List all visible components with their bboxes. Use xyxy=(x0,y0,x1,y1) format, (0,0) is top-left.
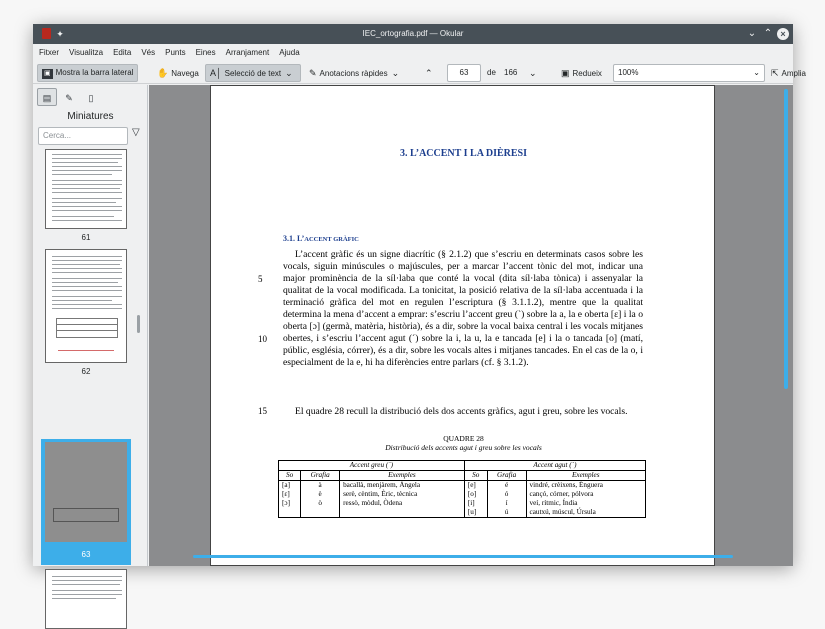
maximize-icon[interactable]: ⌃ xyxy=(763,28,773,39)
minimize-icon[interactable]: ⌄ xyxy=(747,28,757,39)
line-number: 5 xyxy=(258,274,263,284)
sidebar-tabs xyxy=(37,88,103,106)
table-group-header: Accent agut (´) xyxy=(464,461,645,471)
document-viewer[interactable] xyxy=(149,85,793,566)
image-icon: ▤ xyxy=(42,93,52,103)
fit-button[interactable]: ▣ Redueix xyxy=(557,64,606,82)
menu-ves[interactable]: Vés xyxy=(141,48,156,57)
menu-fitxer[interactable]: Fitxer xyxy=(39,48,59,57)
table-col-header: Grafia xyxy=(301,471,340,481)
chevron-up-icon: ⌃ xyxy=(425,68,433,78)
section-heading: 3.1. L’ACCENT GRÀFIC xyxy=(283,234,359,243)
bookmarks-tab[interactable] xyxy=(81,88,101,106)
quadre-caption: Distribució dels accents agut i greu sobre les vocals xyxy=(385,443,542,452)
table-group-header: Accent greu (`) xyxy=(279,461,465,471)
table-col-header: Exemples xyxy=(526,471,645,481)
thumbnail-label-63: 63 xyxy=(81,550,91,559)
hand-icon: ✋ xyxy=(157,68,169,78)
thumbnail-page-62[interactable] xyxy=(45,249,127,363)
page-of-label: de xyxy=(487,68,496,77)
fit-width-icon: ⇱ xyxy=(771,68,779,78)
thumbnail-list[interactable] xyxy=(33,149,145,566)
quadre-title: QUADRE 28 xyxy=(443,434,484,443)
chevron-down-icon: ⌄ xyxy=(529,68,537,78)
okular-window xyxy=(33,24,806,566)
paragraph-1: L’accent gràfic és un signe diacrític (§ 2.1.2) que s’escriu en determinats casos sobre les vocals, siguin minúscules o majúscules, per a marcar l’accent tònic del mot, indicar una major prominència de la síl·laba que conté la vocal (dita síl·laba tònica) i assenyalar la qualitat de la vocal modificada. La tonicitat, la posició relativa de la síl·laba accentuada i la terminació gràfica del mot en regulen l’escriptura (§ 3.1.1.2), mentre que la qualitat determina la mena d’accent a emprar: s’escriu l’accent greu (`) sobre la a, la e oberta [ɛ] i la o oberta [ɔ] (germà, matèria, història), és a dir, sobre la vocal baixa central i les vocals mitjanes obertes, i s’escriu l’accent agut (´) sobre la i, la u, la e tancada [e] i la o tancada [o] (matí, públic, església, córrer), és a dir, sobre les vocals altes i mitjanes tancades. En el cas de la o, i especialment de la e, hi ha diferències entre parlars (cf. § 3.1.2). xyxy=(283,249,643,368)
pen-icon: ✎ xyxy=(65,93,73,103)
sidebar-icon: ▣ xyxy=(44,70,51,77)
table-col-header: Grafia xyxy=(487,471,526,481)
table-col-header: So xyxy=(279,471,301,481)
page-total-label: 166 xyxy=(504,68,518,77)
titlebar xyxy=(33,24,793,44)
viewer-horizontal-scrollbar[interactable] xyxy=(193,555,733,558)
thumbnail-search-input[interactable]: Cerca... xyxy=(38,127,128,145)
viewer-vertical-scrollbar[interactable] xyxy=(784,89,788,389)
show-sidebar-button[interactable]: ▣ Mostra la barra lateral xyxy=(37,64,138,82)
text-selection-button[interactable]: A│ Selecció de text ⌄ xyxy=(205,64,301,82)
sidebar xyxy=(33,85,148,566)
browse-button[interactable]: ✋ Navega xyxy=(153,64,203,82)
table-cell: bacallà, menjàrem, Àngela serè, cèntim, Èric, tècnica ressò, mòdul, Òdena xyxy=(340,481,465,518)
quadre-heading xyxy=(211,434,716,452)
sidebar-title: Miniatures xyxy=(67,111,114,122)
table-cell: vindré, crèixens, Énguera cançó, córner, pólvora veí, rítmic, Índia cautxú, múscul, Úrsula xyxy=(526,481,645,518)
chevron-down-icon: ⌄ xyxy=(391,68,400,78)
window-title: IEC_ortografia.pdf — Okular xyxy=(362,29,464,38)
thumbnail-page-61[interactable] xyxy=(45,149,127,229)
zoom-fit-icon: ▣ xyxy=(561,68,570,78)
thumbnails-tab[interactable] xyxy=(37,88,57,106)
table-col-header: So xyxy=(464,471,487,481)
table-cell: [a] [ɛ] [ɔ] xyxy=(279,481,301,518)
menu-edita[interactable]: Edita xyxy=(113,48,132,57)
text-cursor-icon: A│ xyxy=(210,68,222,78)
table-cell: é ó í ú xyxy=(487,481,526,518)
fit-width-button[interactable]: ⇱ Amplia xyxy=(767,64,810,82)
thumbnail-label-61: 61 xyxy=(81,233,91,242)
thumbnail-page-63-selected[interactable] xyxy=(41,439,131,565)
line-number: 10 xyxy=(258,334,267,344)
chevron-down-icon: ⌄ xyxy=(753,68,760,77)
menu-arranjament[interactable]: Arranjament xyxy=(225,48,270,57)
table-cell: à è ò xyxy=(301,481,340,518)
next-page-button[interactable] xyxy=(525,64,544,82)
filter-icon[interactable]: ▽ xyxy=(132,127,140,138)
menu-ajuda[interactable]: Ajuda xyxy=(279,48,300,57)
menu-eines[interactable]: Eines xyxy=(195,48,216,57)
table-cell: [e] [o] [i] [u] xyxy=(464,481,487,518)
zoom-select[interactable]: 100% ⌄ xyxy=(613,64,765,82)
menubar xyxy=(33,44,793,62)
thumbnail-label-62: 62 xyxy=(81,367,91,376)
previous-page-button[interactable] xyxy=(421,64,440,82)
main-toolbar xyxy=(33,62,806,84)
chapter-title: 3. L’ACCENT I LA DIÈRESI xyxy=(400,148,527,159)
menu-punts[interactable]: Punts xyxy=(165,48,186,57)
chevron-down-icon: ⌄ xyxy=(285,68,293,78)
quick-annotations-button[interactable]: ✎ Anotacions ràpides ⌄ xyxy=(305,64,406,82)
page-number-input[interactable]: 63 xyxy=(447,64,481,82)
pen-icon: ✎ xyxy=(309,68,317,78)
annotations-tab[interactable] xyxy=(59,88,79,106)
paragraph-2: El quadre 28 recull la distribució dels dos accents gràfics, agut i greu, sobre les vocals. xyxy=(295,406,628,417)
bookmark-icon: ▯ xyxy=(88,93,94,103)
pdf-page xyxy=(210,85,715,566)
pin-icon[interactable]: ✦ xyxy=(56,29,64,39)
menu-visualitza[interactable]: Visualitza xyxy=(69,48,104,57)
close-icon[interactable]: × xyxy=(777,28,789,40)
thumbnail-page-64[interactable] xyxy=(45,569,127,629)
accent-table xyxy=(278,460,646,518)
sidebar-scrollbar[interactable] xyxy=(137,315,140,333)
line-number: 15 xyxy=(258,406,267,416)
table-col-header: Exemples xyxy=(340,471,465,481)
